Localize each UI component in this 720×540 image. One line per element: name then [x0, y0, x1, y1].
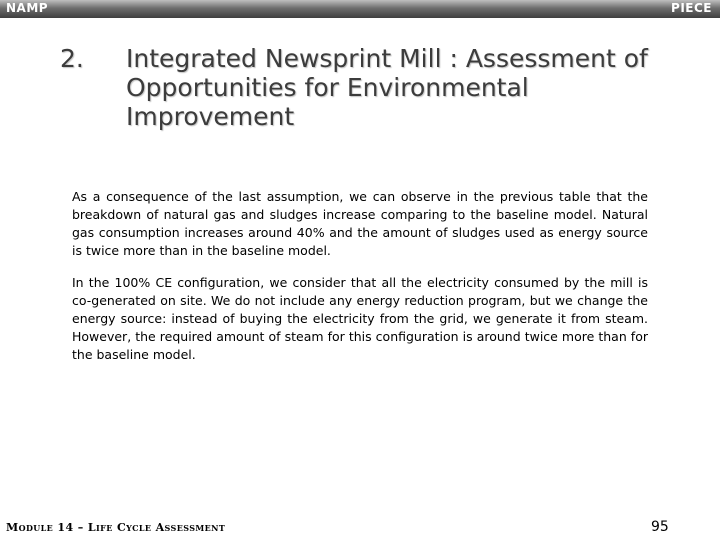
slide-title: Integrated Newsprint Mill : Assessment of Opportunities for Environmental Improvement [126, 44, 648, 131]
piece-logo-text: PIECE [671, 1, 712, 15]
body-paragraph-2: In the 100% CE configuration, we consider that all the electricity consumed by the mill is co-generated on site. We do not include any energy reduction program, but we change the energy source: instead of buying the electricity from the grid, we generate it from steam. However, the required amount of steam for this configuration is around twice more than for the baseline model. [72, 275, 648, 362]
section-number: 2. [60, 44, 84, 73]
header-bar [0, 0, 720, 18]
body-paragraph-1: As a consequence of the last assumption, we can observe in the previous table that the breakdown of natural gas and sludges increase comparing to the baseline model. Natural gas consumption increases around 40% and the amount of sludges used as energy source is twice more than in the baseline model. [72, 189, 648, 258]
namp-logo-text: NAMP [6, 1, 49, 15]
slide-body [72, 188, 648, 378]
footer-module-label: Module 14 – Life Cycle Assessment [6, 521, 226, 534]
page-number: 95 [651, 519, 669, 535]
